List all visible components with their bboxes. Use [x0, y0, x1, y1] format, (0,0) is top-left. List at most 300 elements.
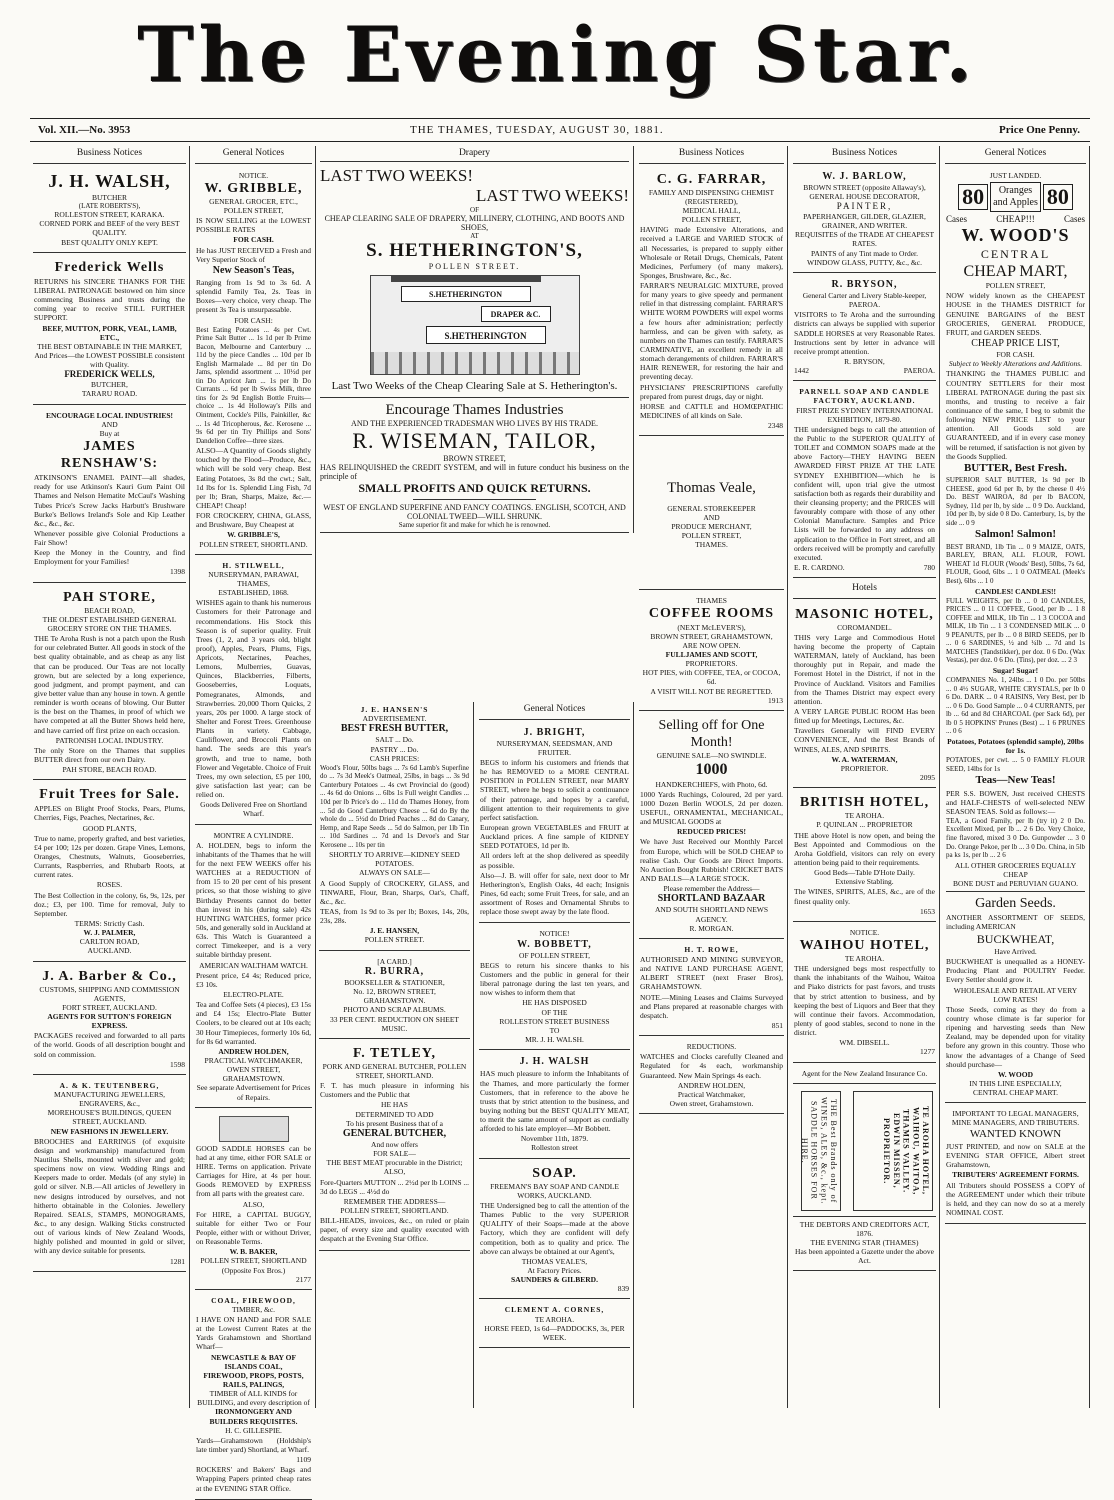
ad-line: POLLEN STREET,: [985, 281, 1046, 291]
ad-line: See separate Advertisement for Prices of Repairs.: [196, 1083, 311, 1102]
ad-line: MANUFACTURING JEWELLERS, ENGRAVERS, &c.,: [53, 1090, 166, 1109]
ad-line: BOOKSELLER & STATIONER,: [344, 977, 445, 987]
ad-title: J. H. WALSH: [519, 1056, 590, 1068]
ad-waihou-hotel: [793, 925, 936, 1063]
ad-line: ALL OTHER GROCERIES EQUALLY CHEAP: [954, 860, 1077, 879]
ad-line: Practical Watchmaker,: [677, 1089, 746, 1099]
ad-text: CHEAP CLEARING SALE OF DRAPERY, MILLINERY, CLOTHING, AND BOOTS AND SHOES,: [324, 214, 625, 232]
masthead: [0, 0, 1114, 118]
ad-title: J. BRIGHT,: [523, 726, 586, 738]
ad-line: No. 12, BROWN STREET,: [353, 987, 436, 997]
ad-line: (Opposite Fox Bros.): [221, 1265, 286, 1275]
ad-line: POLLEN STREET,: [681, 215, 742, 225]
ad-line: Have Arrived.: [994, 947, 1037, 957]
ad-text: AUTHORISED AND MINING SURVEYOR, and NATIVE LAND PURCHASE AGENT, ALBERT STREET (next Fraser Bros), GRAHAMSTOWN.: [640, 955, 783, 992]
ad-line: THE OLDEST ESTABLISHED GENERAL GROCERY STORE ON THE THAMES.: [42, 614, 177, 633]
ad-tetley: [319, 1042, 470, 1251]
column-heading: Business Notices: [639, 146, 784, 164]
ad-line: GENERAL BUTCHER,: [342, 1127, 447, 1139]
ad-line: POLLEN STREET,: [223, 205, 284, 215]
ad-line: FOR CASH:: [234, 315, 273, 325]
ad-farrar: [639, 168, 784, 437]
ad-text: HORSE and CATTLE and HOMŒPATHIC MEDICINES of all kinds on Sale.: [640, 401, 783, 421]
ad-text: All Tributers should POSSESS a COPY of the AGREEMENT under which their tribute is held, and they can now do so at a merely NOMINAL COST.: [946, 1180, 1085, 1217]
shop-windows: [371, 352, 579, 374]
banner-text: and Apples: [993, 196, 1038, 208]
ad-line: TE AROHA.: [844, 811, 885, 821]
ad-line: CUSTOMS, SHIPPING AND COMMISSION AGENTS,: [39, 984, 180, 1003]
ad-signature: E. R. CARDNO.: [794, 562, 845, 572]
ad-text: The Best Collection in the colony, 6s, 9s, 12s, per doz.; £3, per 100. Time for removal, July to September.: [34, 890, 185, 918]
ad-line: Salmon! Salmon!: [975, 528, 1056, 541]
ad-line: BUTTER, Best Fresh.: [963, 461, 1068, 474]
ad-veale: [639, 439, 784, 590]
banner-text: Cases: [1064, 214, 1085, 225]
ad-line: THE BEST OBTAINABLE IN THE MARKET,: [37, 341, 182, 351]
roof: [391, 276, 541, 282]
ad-text: TEAS, from 1s 9d to 3s per lb; Boxes, 14s, 20s, 23s, 28s.: [320, 907, 469, 926]
ad-line: THAMES: [696, 596, 727, 606]
ad-signature: J. E. HANSEN,: [369, 926, 420, 936]
ad-baker: [195, 1111, 312, 1290]
ad-line: AGENTS FOR SUTTON'S FOREIGN EXPRESS.: [47, 1012, 172, 1031]
ad-line: CANDLES! CANDLES!!: [974, 586, 1057, 596]
column-4: [476, 702, 634, 1408]
ad-line: CENTRAL CHEAP MART.: [973, 1088, 1058, 1098]
ad-line: CHEAP MART,: [963, 262, 1068, 280]
ad-line: TE AROHA.: [844, 954, 885, 964]
ad-title: Encourage Thames Industries: [385, 402, 564, 419]
ad-title: H. STILWELL,: [222, 560, 285, 570]
ad-line: BUCKWHEAT,: [976, 932, 1055, 947]
ad-text: WEST OF ENGLAND SUPERFINE AND FANCY COATINGS. ENGLISH, SCOTCH, AND COLONIAL TWEED—WILL SHRUNK.: [323, 503, 626, 522]
ad-line: OF POLLEN STREET,: [519, 950, 590, 960]
ad-line: NOTICE.: [849, 927, 880, 937]
banner-middle: [990, 182, 1041, 212]
column-heading: Drapery: [320, 146, 629, 162]
ad-bryson: [793, 276, 936, 381]
ad-line: AUCKLAND.: [87, 946, 132, 956]
ad-line: P. QUINLAN ... PROPRIETOR: [816, 820, 913, 830]
ad-line: PRACTICAL WATCHMAKER,: [204, 1055, 303, 1065]
ad-line: FIREWOOD, PROPS, POSTS, RAILS, PALINGS,: [203, 1370, 304, 1390]
ad-line: PRODUCE MERCHANT,: [671, 521, 752, 531]
banner-text: Cases: [946, 214, 967, 225]
caption: Last Two Weeks of the Cheap Clearing Sale at S. Hetherington's.: [320, 379, 629, 398]
ad-title: W. WOOD'S: [961, 225, 1070, 246]
ad-line: ALSO,: [383, 1167, 406, 1177]
ad-rowe: [639, 942, 784, 1036]
ad-line: ROLLESTON STREET BUSINESS: [499, 1016, 610, 1026]
ad-line: And Prices—the LOWEST POSSIBLE consistent with Quality.: [34, 350, 185, 370]
ad-text: ALSO—A Quantity of Goods slightly touched by the Flood—Produce, &c., which will be sold very cheap. Best Eating Potatoes, 3s 8d the cwt.; Salt, 1d lbs for 1s. Splendid Ling Fish, 7d per lb; Bran, Sharps, Maize, &c.—CHEAP! Cheap!: [196, 446, 311, 510]
ad-line: POLLEN STREET.: [428, 262, 521, 271]
ad-line: HANDKERCHIEFS, with Photo, 6d.: [655, 779, 768, 789]
store-sign: DRAPER &C.: [481, 306, 551, 322]
ad-signature: R. MORGAN.: [689, 923, 734, 933]
ad-text: BUCKWHEAT is unequalled as a HONEY-Producing Plant and POULTRY Feeder. Every Settler should grow it.: [946, 957, 1085, 985]
ad-text: ROCKERS' and Bakers' Bags and Wrapping Papers printed cheap rates at the EVENING STAR Office.: [196, 1465, 311, 1493]
ad-text: THE undersigned begs most respectfully to thank the inhabitants of the Waihou, Waitoa and Piako districts for past favors, and trusts that by strict attention to business, and by keeping the best of Liquors and Beer that they will continue their favors. Accommodation, plenty of good stables, second to none in the district.: [794, 964, 935, 1038]
ad-line: PATRONISH LOCAL INDUSTRY.: [55, 735, 164, 745]
column-heading: General Notices: [195, 146, 312, 164]
price-list: COMPANIES No. 1, 24lbs ... 1 0 Do. per 50lbs ... 0 4½ SUGAR, WHITE CRYSTALS, per lb 0 6 Do. DARK ... 0 4 RAISINS, Very Best, per lb ... 0 6 Do. Good Sample ... 0 4 CURRANTS, per lb ... 6d and 8d CHARCOAL (per Sack 6d), per lb 0 5 HOPKINS' Prunes (Best) ... 1 6 PRUNES ... 0 6: [946, 676, 1085, 736]
ad-line: BROWN STREET,: [443, 454, 506, 464]
ad-hansen: [319, 702, 470, 951]
ad-line: DETERMINED TO ADD: [355, 1109, 434, 1119]
column-5: [636, 146, 788, 1408]
ad-title: COAL, FIREWOOD,: [211, 1295, 296, 1305]
ad-title: MASONIC HOTEL,: [795, 606, 934, 622]
column-heading: General Notices: [945, 146, 1086, 164]
ad-title: H. T. ROWE,: [684, 944, 739, 954]
ad-line: PAINTS of any Tint made to Order.: [810, 248, 919, 258]
ad-number: 1277: [920, 1047, 935, 1057]
ad-fruit-trees: [33, 783, 186, 961]
ad-text: VISITORS to Te Aroha and the surrounding districts can always be supplied with superior SADDLE HORSES at very Reasonable Rates. Instructions sent by letter in advance will receive prompt attention.: [794, 310, 935, 356]
ad-burra: [319, 954, 470, 1039]
ad-line: AND: [101, 419, 118, 429]
ad-line: FOR SALE—: [373, 1149, 416, 1159]
masthead-title: The Evening Star.: [137, 10, 977, 99]
ad-text: THE above Hotel is now open, and being the Best Appointed and Commodious on the Aroha Goldfield, visitors can rely on every attention being paid to their requirements.: [794, 830, 935, 867]
ad-line: BROWN STREET, GRAHAMSTOWN,: [650, 631, 773, 641]
ad-line: AND SOUTH SHORTLAND NEWS AGENCY.: [654, 905, 769, 924]
ad-title: R. BRYSON,: [831, 278, 898, 290]
ad-text: JUST PRINTED, and now on SALE at the EVENING STAR OFFICE, Albert street Grahamstown,: [946, 1141, 1085, 1170]
headline-2: LAST TWO WEEKS!: [476, 186, 629, 205]
ad-title: WAIHOU HOTEL,: [799, 937, 930, 953]
ad-signature: ANDREW HOLDEN,: [218, 1046, 289, 1056]
ad-text: BEGS to return his sincere thanks to his Customers and the public in general for their liberal patronage during the last ten years, and now wishes to inform them that: [480, 960, 629, 998]
ad-text: A Good Supply of CROCKERY, GLASS, and TINWARE, Flour, Bran, Sharps, Oat's, Chaff, &c., &c.: [320, 878, 469, 906]
ad-line: OF: [470, 206, 479, 214]
ad-signature: W. WOOD: [997, 1069, 1033, 1079]
ad-title: IMPORTANT TO LEGAL MANAGERS, MINE MANAGERS, AND TRIBUTERS.: [951, 1109, 1080, 1128]
rotated-ad: THE Best Brands only of WINES, ALES, &c., kept. SADDLE HORSES FOR HIRE.: [801, 1091, 841, 1211]
ad-text: WISHES again to thank his numerous Customers for their Patronage and recommendations. His Stock this Season is of superior quality. Fruit Trees (1, 2, and 3 years old, blight proof), Apples, Pears, Plums, Figs, Apricots, Nectarines, Peaches, Lemons, Mulberries, Guavas, Quinces, Blackberries, Filberts, Gooseberries, Loquats, Pomegranates, Almonds, and Strawberries. 20,000 Thorn Quicks, 2 years, 20s per 1000. A large stock of Shelter and Forest Trees. Greenhouse Plants in variety. Cabbage, Cauliflower, and Broccoli Plants on hand. The seeds are this year's growth, and true to name, both Flower and Vegetable. Choice of Fruit Trees, my own selection, £5 per 100, give satisfaction last year; can be relied on.: [196, 598, 311, 800]
ad-line: Potatoes, Potatoes (splendid sample), 20lbs for 1s.: [947, 736, 1084, 755]
ad-line: BUTCHER,: [91, 380, 128, 390]
ad-line: CHEAP PRICE LIST,: [971, 338, 1060, 349]
price-list: BEST BRAND, 1lb Tin ... 0 9 MAIZE, OATS, BARLEY, BRAN, ALL FLOUR, FOWL WHEAT 1d FLOUR (Woods' Best), 50lbs, 7s 6d, FLOUR, Good, 6lbs ... 1 0 OATMEAL (Meek's Best), 6lbs ... 1 0: [946, 542, 1085, 585]
ad-line: BONE DUST and PERUVIAN GUANO.: [952, 878, 1079, 888]
ad-text: BROOCHES and EARRINGS (of exquisite design and workmanship) manufactured from Nautilus Shells, mounted with silver and gold; specimens now on view. Wedding Rings and Keepers made to order. Medals (of any style) in gold or silver. N.B.—All articles of Jewellery in new designs introduced by ourselves, and not hitherto obtainable in the Colonies. Jewellery Repaired. SEALS, STAMPS, MONOGRAMS, &c., to any design. Walking Sticks constructed out of various kinds of New Zealand Woods, highly polished and mounted in gold or silver, with any device suitable for presents.: [34, 1136, 185, 1256]
ad-signature: FREDERICK WELLS,: [64, 369, 155, 380]
column-7: [942, 146, 1090, 1408]
ad-line: PAPERHANGER, GILDER, GLAZIER, GRAINER, AND WRITER.: [803, 212, 926, 231]
column-6: [790, 146, 940, 1408]
ad-teutenberg: [33, 1078, 186, 1272]
banner-number: 80: [958, 184, 988, 210]
ad-wood: [945, 168, 1086, 1104]
ad-line: To his present Business that of a: [346, 1118, 443, 1128]
ad-line: NEWCASTLE & BAY OF ISLANDS COAL,: [210, 1352, 297, 1371]
price-list: Wood's Flour, 50lbs bags ... 7s 6d Lamb's Superfine do ... 7s 3d Meek's Oatmeal, 25lbs, in bags ... 3s 9d Canterbury Potatoes ... 4s cwt Provincial do (good) ... 4s 6d do Onions ... 6lbs 1s Full weight Candles ... 10d per lb Price's do ... 11d do Thames Honey, from ... 5d do Good Canterbury Cheese ... 6d do By the whole do ... 5½d do Dried Peaches ... 8d do Canary, Hemp, and Rape Seeds ... 5d do Salmon, per 1lb Tin ... 10d Sardines ... 7d and 1s Devoe's and Star Kerosene ... 10s per tin: [320, 763, 469, 849]
ad-title: Frederick Wells: [54, 259, 165, 275]
ad-number: 1442: [794, 366, 809, 376]
ad-title: CLEMENT A. CORNES,: [504, 1305, 605, 1315]
ad-number: 1281: [170, 1256, 185, 1266]
ad-line: ELECTRO-PLATE.: [223, 989, 284, 999]
ad-text: Keep the Money in the Country, and find Employment for your Families!: [34, 548, 185, 567]
ad-line: REQUISITES of the TRADE AT CHEAPEST RATES.: [794, 230, 935, 249]
ad-line: [A CARD.]: [377, 956, 412, 966]
ad-text: APPLES on Blight Proof Stocks, Pears, Plums, Cherries, Figs, Peaches, Nectarines, &c.: [34, 804, 185, 823]
ad-line: SHORTLAND BAZAAR: [657, 893, 766, 905]
ad-number: 1598: [170, 1059, 185, 1069]
ad-line: TERMS: Strictly Cash.: [74, 919, 145, 928]
ad-title: W. GRIBBLE,: [204, 180, 303, 196]
ad-line: POLLEN STREET, SHORTLAND.: [199, 539, 308, 549]
ad-number: 851: [771, 1021, 783, 1031]
ad-line: FREEMAN'S BAY SOAP AND CANDLE WORKS, AUCKLAND.: [490, 1181, 619, 1200]
ad-title: W. J. BARLOW,: [822, 170, 907, 182]
ad-text: We have Just Received our Monthly Parcel from Europe, which will be SOLD CHEAP to realise Cash. Our Goods are Direct Imports. No Auction Bought Rubbish! CRICKET BATS AND BALLS—A LARGE STOCK.: [640, 837, 783, 884]
ad-line: CENTRAL: [980, 247, 1051, 262]
ad-walsh: [33, 168, 186, 253]
ad-line: Teas—New Teas!: [975, 774, 1056, 787]
dateline: [30, 118, 1090, 142]
drapery-section: [316, 146, 634, 533]
ad-line: IRONMONGERY AND BUILDERS REQUISITES.: [209, 1407, 298, 1426]
ad-cornes: [479, 1302, 630, 1348]
issue-date: THE THAMES, TUESDAY, AUGUST 30, 1881.: [410, 124, 664, 136]
ad-line: NURSERYMAN, PARAWAI, THAMES,: [208, 569, 299, 588]
ad-line: FAMILY AND DISPENSING CHEMIST (REGISTERED),: [648, 187, 775, 206]
ad-line: HE HAS: [381, 1100, 408, 1110]
ad-line: PORK AND GENERAL BUTCHER, POLLEN STREET, SHORTLAND.: [322, 1061, 467, 1080]
ad-line: FOR CASH.: [996, 350, 1035, 360]
ad-number: 839: [617, 1284, 629, 1294]
ad-line: IN THIS LINE ESPECIALLY,: [969, 1078, 1062, 1088]
ad-line: BROWN STREET (opposite Allaway's),: [803, 182, 926, 192]
ad-text: Travellers Generally will FIND EVERY CONVENIENCE, And the Best Brands of WINES, ALES, AND SPIRITS.: [794, 726, 935, 754]
ad-title: Fruit Trees for Sale.: [39, 787, 180, 803]
ad-text: He has JUST RECEIVED a Fresh and Very Superior Stock of: [196, 245, 311, 264]
ad-title: J. H. WALSH,: [48, 170, 171, 191]
ad-line: OF THE: [541, 1007, 568, 1017]
ad-reductions: [639, 1039, 784, 1114]
ad-line: AND THE EXPERIENCED TRADESMAN WHO LIVES BY HIS TRADE.: [351, 419, 598, 429]
ad-line: BEACH ROAD,: [84, 605, 135, 615]
ad-text: I HAVE ON HAND and FOR SALE at the Lowest Current Rates at the Yards Grahamstown and Shortland Wharf—: [196, 1315, 311, 1352]
ad-line: November 11th, 1879.: [520, 1134, 589, 1144]
ad-line: ROSES.: [96, 880, 123, 890]
ad-line: THAMES.: [695, 540, 728, 550]
ad-line: MR. J. H. WALSH.: [525, 1035, 584, 1045]
ad-line: COROMANDEL.: [837, 622, 892, 632]
ad-signature: SAUNDERS & GILBERD.: [511, 1275, 598, 1285]
ad-title: R. BURRA,: [364, 965, 425, 977]
ad-title: COFFEE ROOMS: [648, 606, 775, 622]
price-list: Best Eating Potatoes ... 4s per Cwt. Prime Salt Butter ... 1s 1d per lb Prime Bacon, Melbourne and Canterbury ... 11d by the piece Candles ... 10d per lb English Marmalade ... 8d per tin Do Jams, splendid assortment ... 10½d per tin Do Apricot Jam ... 1s per lb Do Currants ... 6d per lb Swiss Milk, three tins for 2s 9d English Bottle Fruits—choice ... 1s 4d Holloway's Pills and Ointment, Cockle's Pills, Painkiller, &c ... 1s 4d Tricopherous, &c. Kerosene ... 9s 6d per tin Try Phillips and Sons' Dandelion Coffee—three sizes.: [196, 325, 311, 445]
ad-line: POLLEN STREET, SHORTLAND: [200, 1256, 307, 1266]
ad-title: R. WISEMAN, TAILOR,: [352, 428, 597, 454]
ad-signature: W. A. WATERMAN,: [831, 754, 898, 764]
ad-title: C. G. FARRAR,: [656, 171, 767, 187]
ad-title: MONTRE A CYLINDRE.: [213, 830, 294, 840]
ad-text: Yards—Grahamstown (Holdship's late timber yard) Shortland, at Wharf.: [196, 1435, 311, 1455]
ad-text: PACKAGES received and forwarded to all parts of the world. Goods of all description bought and sold on commission.: [34, 1031, 185, 1059]
ad-line: POLLEN STREET, SHORTLAND.: [340, 1206, 449, 1216]
ad-text: Whenever possible give Colonial Productions a Fair Show!: [34, 528, 185, 548]
ad-line: Subject to Weekly Alterations and Additions.: [948, 359, 1083, 369]
ad-soap: [479, 1162, 630, 1300]
ad-line: ENCOURAGE LOCAL INDUSTRIES!: [45, 410, 174, 420]
ad-line: JUST LANDED.: [989, 170, 1042, 180]
ad-line: (LATE ROBERTS'S),: [78, 201, 141, 210]
column-3: [316, 702, 474, 1408]
ad-line: FOR CASH.: [233, 235, 274, 245]
ad-insurance: [793, 1066, 936, 1084]
ad-number: 2095: [920, 773, 935, 783]
ad-stilwell: [195, 558, 312, 825]
price-list: Fore-Quarters MUTTON ... 2½d per lb LOINS ... 3d do LEGS ... 4½d do: [320, 1177, 470, 1196]
ad-line: BEST QUALITY ONLY KEPT.: [61, 237, 158, 247]
ad-text: The WINES, SPIRITS, ALES, &c., are of the finest quality only.: [794, 887, 935, 906]
ad-line: 1000: [695, 761, 728, 779]
ad-text: HAS much pleasure to inform the Inhabitants of the Thames, and more particularly the former Customers, that in reference to the above he trusts that by strict attention to the business, and buying nothing but the BEST QUALITY MEAT, to merit the same amount of support as cordially afforded to his late employer—Mr Bobbett.: [480, 1069, 629, 1134]
column-heading: General Notices: [479, 702, 630, 720]
ad-number: 1913: [768, 695, 783, 705]
ad-line: THOMAS VEALE'S,: [521, 1256, 588, 1266]
ad-line: BEEF, MUTTON, PORK, VEAL, LAMB, ETC.,: [42, 323, 177, 342]
ad-text: HAS RELINQUISHED the CREDIT SYSTEM, and will in future conduct his business on the principle of: [320, 463, 629, 482]
ad-barlow: [793, 168, 936, 273]
ad-coffee-rooms: [639, 593, 784, 710]
ad-line: FIRST PRIZE SYDNEY INTERNATIONAL EXHIBITION, 1879-80.: [796, 405, 933, 424]
ad-text: F. T. has much pleasure in informing his Customers and the Public that: [320, 1081, 469, 1100]
ad-line: WHOLESALE AND RETAIL AT VERY LOW RATES!: [953, 985, 1078, 1004]
ad-holden: [195, 828, 312, 1108]
ad-line: GENUINE SALE—NO SWINDLE.: [656, 750, 767, 760]
ad-line: BEST FRESH BUTTER,: [340, 723, 449, 735]
ad-signature: W. GRIBBLE'S,: [227, 530, 280, 540]
ad-text: All orders left at the shop delivered as speedily as possible.: [480, 851, 629, 870]
ad-pah-store: [33, 586, 186, 781]
ad-line: REMEMBER THE ADDRESS—: [343, 1196, 446, 1206]
ad-text: THE undersigned begs to call the attention of the Public to the SUPERIOR QUALITY of TOILET and COMMON SOAPS made at the above Factory—THEY HAVING BEEN AWARDED FIRST PRIZE AT THE LATE SYDNEY EXHIBITION—which he is confident will, upon trial give the utmost satisfaction both as regards their durability and their cleansing property; and the PRICES will favourably compare with those of any other Colonial Manufacture. Samples and Price Lists will be forwarded to any address on application to the Office in Fort street, and all orders received will be promptly and carefully executed.: [794, 424, 935, 562]
ad-title: SOAP.: [532, 1165, 577, 1181]
ad-line: MOREHOUSE'S BUILDINGS, QUEEN STREET, AUCKLAND.: [47, 1108, 172, 1127]
ad-line: Please remember the Address—: [663, 884, 760, 894]
ad-line: GOOD PLANTS,: [82, 823, 137, 833]
ad-signature: R. BRYSON,: [844, 357, 885, 367]
price-list: FULL WEIGHTS, per lb ... 0 10 CANDLES, PRICE'S ... 0 11 COFFEE, Good, per lb ... 1 8 COFFEE and MILK, 1lb Tin ... 1 3 COCOA and MILK, 1lb Tin ... 1 3 CONDENSED MILK ... 0 9 PEANUTS, per lb ... 0 8 BIRD SEEDS, per lb ... 0 6 SARDINES, ½ and ¼lb ... 7d and 1s MATCHES (Tandstikker), per doz. 0 6 Do. (Wax Vestas), per doz. 0 6 Do. (Tins), per doz. ... 2 3: [946, 596, 1085, 665]
ad-line: TE AROHA.: [534, 1314, 575, 1324]
ad-text: NOW widely known as the CHEAPEST HOUSE in the THAMES DISTRICT for GENUINE BARGAINS of the BEST GROCERIES, GENERAL PRODUCE, FRUIT, and GARDEN SEEDS.: [946, 291, 1085, 337]
rotated-ad: TE AROHA HOTEL, WAIHOU, WAITOA, THAMES VALLEY. EDWIN MISSEN, PROPRIETOR.: [853, 1091, 933, 1211]
rotated-ads: [793, 1087, 936, 1217]
ad-text: THANKING the THAMES PUBLIC and COUNTRY SETTLERS for their most LIBERAL PATRONAGE during the past six months, and trusting to receive a fair continuance of the same, I beg to submit the following NEW PRICE LIST to your attention. All Goods sold are GUARANTEED, and if in every case money will be returned, if satisfaction is not given by the Goods Supplied.: [946, 369, 1085, 461]
ad-line: NEW FASHIONS IN JEWELLERY.: [50, 1126, 169, 1136]
price-list: SUPERIOR SALT BUTTER, 1s 9d per lb CHEESE, good 6d per lb, by the cheese 0 4½ Do. BEST WAIROA, 8d per lb BACON, Sydney, 11d per lb, by side ... 0 9 Do. Auckland, 10d per lb, by side 0 8 Do. Canterbury, 1s, by the side ... 0 9: [946, 476, 1085, 527]
ad-title: PARNELL SOAP AND CANDLE FACTORY, AUCKLAND.: [799, 387, 930, 406]
ad-text: A VERY LARGE PUBLIC ROOM Has been fitted up for Meetings, Lectures, &c.: [794, 707, 935, 726]
ad-text: For HIRE, a CAPITAL BUGGY, suitable for either Two or Four People, either with or without Driver, on Reasonable Terms.: [196, 1209, 311, 1247]
ad-line: NOTICE!: [539, 929, 570, 939]
ad-line: BUTCHER: [91, 192, 127, 202]
ad-title: J. E. HANSEN'S: [360, 705, 429, 714]
ad-text: Those Seeds, coming as they do from a country whose climate is far superior for ripening and harvesting seeds than New Zealand, may be depended upon for vitality before any grown in this country. Those who know the advantages of a Change of Seed should purchase—: [946, 1004, 1085, 1069]
ad-line: CORNED PORK and BEEF of the very BEST QUALITY.: [39, 219, 180, 238]
price: Price One Penny.: [999, 124, 1080, 136]
ad-gillespie: [195, 1293, 312, 1500]
ad-masonic-hotel: [793, 603, 936, 788]
ad-line: TIMBER, &c.: [231, 1304, 276, 1314]
ad-text: GOOD SADDLE HORSES can be had at any time, either FOR SALE or HIRE. Terms on application. Private Carriages for Hire, at 4s per hour. Goods REMOVED by EXPRESS from all parts with the greatest care.: [196, 1143, 311, 1199]
ad-title: Garden Seeds.: [946, 891, 1085, 912]
ad-line: CASH PRICES:: [369, 753, 420, 763]
ad-line: ALWAYS ON SALE—: [359, 868, 430, 878]
ad-signature: W. J. PALMER,: [83, 928, 136, 938]
ad-line: SMALL PROFITS AND QUICK RETURNS.: [358, 481, 591, 496]
ad-line: SALT ... Do.: [375, 735, 414, 745]
ad-line: Owen street, Grahamstown.: [669, 1099, 754, 1109]
ad-line: GENERAL HOUSE DECORATOR,: [809, 191, 920, 201]
ad-line: Has been appointed a Gazette under the above Act.: [795, 1247, 934, 1266]
ad-signature: PAH STORE, BEACH ROAD.: [62, 765, 157, 775]
ad-line: NOTICE.: [238, 170, 269, 180]
price-list: TEA, a Good Family, per lb (try it) 2 0 Do. Excellent Mixed, per lb ... 2 6 Do. Very Choice, fine flavored, mixed 3 0 Do. Gunpowder ... 3 0 Do. Orange Pekoe, per lb ... 3 0 Do. China, in 5lb pa ks 1s, per lb ... 2 6: [946, 816, 1085, 860]
ad-line: GRAHAMSTOWN.: [363, 996, 426, 1006]
ad-line: WINDOW GLASS, PUTTY, &c., &c.: [807, 257, 922, 267]
ad-line: GENERAL STOREKEEPER: [667, 503, 756, 513]
ad-text: THE Undersigned beg to call the attention of the Thames Public to the very SUPERIOR QUALITY of their Soaps—made at the above Factory, which they are confident will defy competition, both as to quality and price. The above can always be obtained at our Agent's,: [480, 1200, 629, 1256]
ad-line: ADVERTISEMENT.: [362, 714, 427, 724]
ad-line: PAEROA.: [903, 366, 935, 376]
ad-text: 1000 Yards Ruchings, Coloured, 2d per yard. 1000 Dozen Berlin WOOLS, 2d per dozen. USEFUL, ORNAMENTAL, MECHANICAL, and MUSICAL GOODS at: [640, 789, 783, 827]
ad-text: A. HOLDEN, begs to inform the inhabitants of the Thames that he will for the next FEW WEEKS offer his WATCHES at a REDUCTION of from 15 to 20 per cent of his present prices, so that those wishing to give Birthday Presents cannot do better than invest in his (during sale) 42s HUNTING WATCHES, former price 50s, and generally sold in Auckland at 63s. This Watch is Guaranteed a correct Timekeeper, and is a very suitable birthday present.: [196, 840, 311, 960]
banner-text: CHEAP!!!: [996, 214, 1035, 225]
ad-british-hotel: [793, 791, 936, 922]
ad-line: Good Beds—Table D'Hote Daily.: [814, 868, 915, 878]
ad-bright: [479, 724, 630, 924]
ad-line: TIMBER of ALL KINDS for BUILDING, and every description of: [197, 1389, 310, 1408]
ad-text: THIS very Large and Commodious Hotel having become the property of Captain WATERMAN, lately of Auckland, has been thoroughly put in Repair, and made the Foremost Hotel in the District, if not in the Province of Auckland. Visitors and Families from the Thames District may expect every attention.: [794, 632, 935, 706]
ad-line: POLLEN STREET,: [681, 531, 742, 541]
ad-number: 2177: [296, 1274, 311, 1284]
ad-legal-forms: [945, 1106, 1086, 1224]
ad-line: GENERAL GROCER, ETC.,: [209, 196, 298, 206]
ad-line: AT: [470, 232, 479, 240]
ad-line: TO: [549, 1025, 560, 1035]
ad-text: ATKINSON'S ENAMEL PAINT—all shades, ready for use Atkinson's Kauri Gum Paint Oil Thames and Nelson Hematite McCaul's Washing Tubes Price's Screw Jacks Harbutt's Brushware Burke's Bellows Ireland's Sole and Kip Leather &c., &c., &c.: [34, 473, 185, 528]
ad-title: W. BOBBETT,: [517, 938, 592, 950]
ad-text: Ranging from 1s 9d to 3s 6d. A splendid Family Tea, 2s. Teas in Boxes—very choice, very cheap. The present 3s Tea is unsurpassable.: [196, 277, 311, 315]
column-1: [30, 146, 190, 1408]
ad-line: 33 PER CENT. REDUCTION ON SHEET MUSIC.: [329, 1014, 460, 1033]
ad-title: A. & K. TEUTENBERG,: [59, 1080, 160, 1090]
section-heading: Hotels: [793, 581, 936, 599]
ad-text: BEGS to inform his customers and friends that he has REMOVED to a MORE CENTRAL POSITION in POLLEN STREET, near MARY STREET, where he begs to solicit a continuance of their patronage, and hopes by a careful, diligent attention to their requirements to give perfect satisfaction.: [480, 758, 629, 822]
ad-line: ARE NOW OPEN.: [682, 640, 741, 650]
ad-text: The only Store on the Thames that supplies BUTTER direct from our own Dairy.: [34, 745, 185, 764]
ad-line: HE HAS DISPOSED: [522, 998, 587, 1008]
ad-line: Agent for the New Zealand Insurance Co.: [801, 1068, 928, 1078]
ad-walsh-notice: [479, 1053, 630, 1158]
column-heading: Business Notices: [33, 146, 186, 164]
ad-text: PHYSICIANS' PRESCRIPTIONS carefully prepared from purest drugs, day or night.: [640, 382, 783, 401]
column-2: [192, 146, 316, 1493]
ad-selling-off: [639, 714, 784, 939]
ad-line: And now offers: [371, 1140, 418, 1150]
ad-title: Thomas Veale,: [667, 480, 756, 497]
ad-line: MEDICAL HALL,: [682, 205, 741, 215]
volume-number: Vol. XII.—No. 3953: [38, 124, 131, 136]
ad-text: NOTE.—Mining Leases and Claims Surveyed and Plans prepared at reasonable charges with despatch.: [640, 992, 783, 1020]
